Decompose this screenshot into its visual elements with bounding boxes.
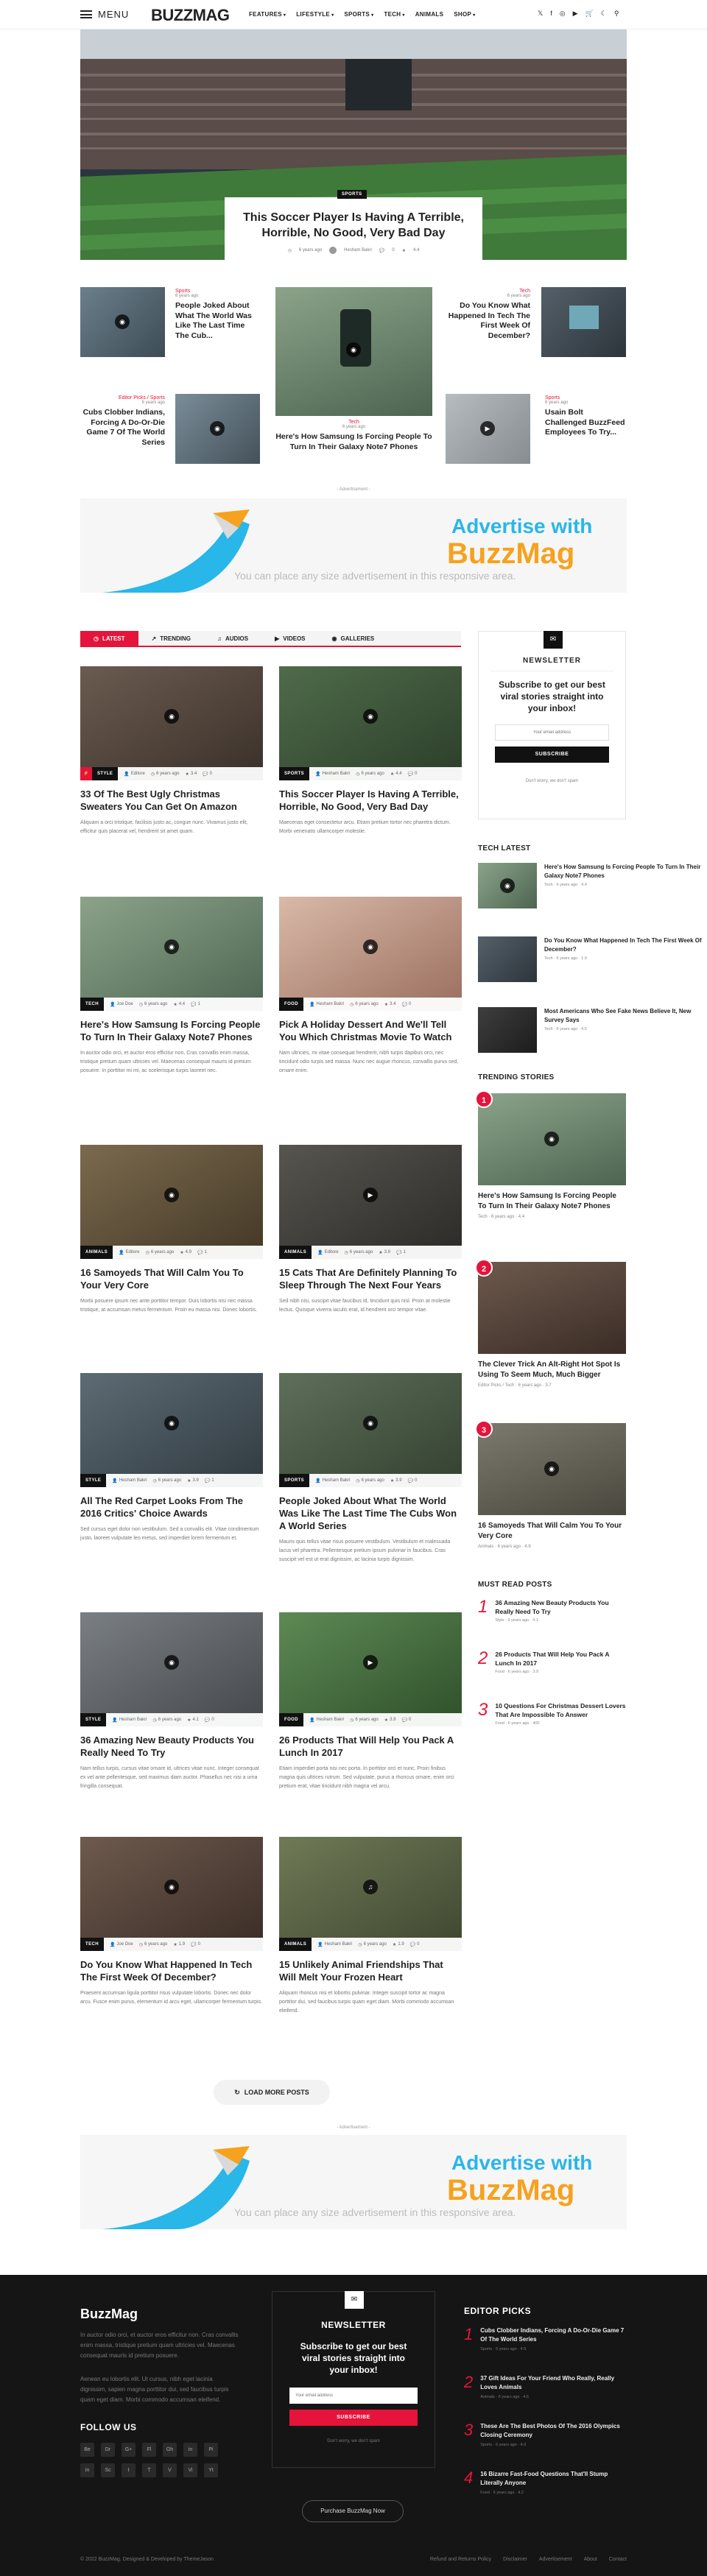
rank-badge: 1 [475, 1090, 493, 1108]
footer-link[interactable]: Refund and Returns Policy [429, 2557, 492, 2562]
footer-bottom-bar [80, 2557, 627, 2562]
post-category[interactable]: ANIMALS [80, 1246, 113, 1259]
post-excerpt: Nam ultricies, mi vitae consequat hendrerit, nibh turpis dapibus orci, nec tincidunt odio turpis sed massa. Nunc nec augue rhoncus, convallis purus sed, ornare enim. [279, 1051, 459, 1073]
post-excerpt: Praesent accumsan ligula porttitor risus vulputate lobortis. Donec nec dolor arcu. Fusce enim purus, elementum id arcu eget, ullamcorper fermentum turpis. [80, 1991, 263, 2005]
footer-link[interactable]: Advertisement [538, 2557, 572, 2562]
tab-audios[interactable]: ♫ AUDIOS [217, 635, 249, 642]
post-image[interactable] [279, 1145, 462, 1259]
nav-item-shop[interactable]: SHOP ▾ [454, 11, 476, 18]
github-icon[interactable]: Gh [163, 2443, 177, 2457]
play-icon: ▶ [363, 1655, 378, 1670]
post-category[interactable]: STYLE [80, 1713, 106, 1726]
post-category[interactable]: TECH [80, 1938, 104, 1951]
clock-icon: ◷ [356, 1478, 360, 1483]
cart-icon[interactable]: 🛒 [585, 10, 594, 17]
post-meta-bar: ANIMALS 👤 Hesham Bakri ◷ 6 years ago ★ 1.9 💬 0 [279, 1938, 462, 1951]
footer-about-2: Aenean eu lobortis elit. Ut cursus, nibh eget lacinia dignissim, sapien magna porttitor dui, sed faucibus turpis quam eget diam. Morbi commodo accumsan eleifend. [80, 2376, 229, 2403]
post-image[interactable] [80, 1145, 263, 1259]
comment-icon: 💬 [204, 1478, 211, 1483]
search-icon[interactable]: ⚲ [613, 10, 619, 17]
advertisement-banner[interactable] [80, 2135, 627, 2229]
footer-email-input[interactable] [289, 2388, 418, 2404]
tech-latest-item[interactable]: Most Americans Who See Fake News Believe It, New Survey Says Tech · 6 years ago · 4.0 [478, 1007, 707, 1053]
post-category[interactable]: ANIMALS [279, 1938, 312, 1951]
camera-icon: ◉ [500, 878, 515, 893]
user-icon: 👤 [309, 1002, 315, 1007]
play-icon: ▶ [363, 1188, 378, 1202]
newsletter-email-input[interactable] [495, 724, 609, 741]
ad-brand: BuzzMag [447, 2174, 575, 2206]
featured-card-4[interactable]: Sports 6 years ago Usain Bolt Challenged BuzzFeed Employees To Try... [545, 395, 625, 437]
hero-meta: ◷ 6 years ago Hesham Bakri 💬 0 ★ 4.4 [287, 248, 420, 253]
editor-pick-item[interactable]: 4 16 Bizarre Fast-Food Questions That'll Stump Literally Anyone Food · 6 years ago · 4.2 [464, 2469, 608, 2495]
featured-thumb-1[interactable] [80, 287, 165, 357]
menu-label: MENU [98, 9, 130, 20]
camera-icon: ◉ [164, 1416, 179, 1430]
rank-badge: 3 [475, 1420, 493, 1438]
footer-newsletter-text: Subscribe to get our best viral stories straight into your inbox! [300, 2341, 407, 2375]
nav-item-features[interactable]: FEATURES ▾ [249, 11, 286, 18]
hamburger-icon [80, 10, 92, 18]
chevron-down-icon: ▾ [473, 13, 476, 18]
refresh-icon: ↻ [234, 2088, 240, 2096]
post-meta-bar: ANIMALS 👤 Editore ◷ 6 years ago ★ 4.9 💬 1 [80, 1246, 263, 1259]
post-category[interactable]: STYLE [80, 1474, 106, 1487]
post-title[interactable]: 26 Products That Will Help You Pack A Lunch In 2017 [279, 1735, 454, 1758]
nav-item-animals[interactable]: ANIMALS [415, 11, 444, 18]
post-meta-bar: SPORTS 👤 Hesham Bakri ◷ 6 years ago ★ 3.9 💬 0 [279, 1474, 462, 1487]
post-image[interactable] [279, 666, 462, 780]
footer-link[interactable]: Disclaimer [503, 2557, 527, 2562]
main-nav [249, 11, 475, 18]
post-title[interactable]: Here's How Samsung Is Forcing People To Turn In Their Galaxy Note7 Phones [80, 1019, 261, 1042]
trending-icon: ↗ [151, 635, 157, 642]
comment-icon: 💬 [203, 772, 208, 777]
post-title[interactable]: 33 Of The Best Ugly Christmas Sweaters You Can Get On Amazon [80, 788, 237, 812]
featured-card-3[interactable]: Editor Picks / Sports 6 years ago Cubs Clobber Indians, Forcing A Do-Or-Die Game 7 Of The World Series [82, 395, 165, 447]
site-footer [0, 2275, 707, 2576]
pinterest-icon[interactable]: Pi [204, 2443, 218, 2457]
youtube-icon[interactable]: ▶ [572, 10, 578, 17]
ad-label: - Advertisement - [337, 487, 370, 492]
comment-icon: 💬 [395, 1250, 402, 1255]
editor-pick-item[interactable]: 1 Cubs Clobber Indians, Forcing A Do-Or-Die Game 7 Of The World Series Sports · 6 years ago · 4.5 [464, 2325, 625, 2351]
avatar [329, 247, 337, 254]
chevron-down-icon: ▾ [331, 13, 334, 18]
star-icon: ★ [392, 1942, 397, 1947]
user-icon: 👤 [109, 1942, 116, 1947]
camera-icon: ◉ [164, 939, 179, 954]
ad-headline: Advertise with [451, 515, 593, 537]
post-meta-bar: FOOD 👤 Hesham Bakri ◷ 6 years ago ★ 3.9 💬 0 [279, 1713, 462, 1726]
camera-icon: ◉ [115, 314, 130, 329]
user-icon: 👤 [119, 1250, 124, 1255]
google-plus-icon[interactable]: G+ [122, 2443, 136, 2457]
post-title[interactable]: People Joked About What The World Was Like The Last Time The Cubs Won A World Series [279, 1495, 457, 1531]
clock-icon: ◷ [356, 772, 360, 777]
clock-icon: ◷ [152, 1718, 157, 1723]
clock-icon: ◷ [145, 1250, 150, 1255]
post-image[interactable] [80, 1373, 263, 1487]
post-card[interactable] [279, 897, 462, 1076]
footer-social-grid [80, 2443, 218, 2477]
clock-icon: ◷ [150, 772, 155, 777]
star-icon: ★ [187, 1718, 191, 1723]
top-navigation-bar [0, 0, 707, 29]
post-image[interactable] [279, 1373, 462, 1487]
post-meta-bar: ANIMALS 👤 Editore ◷ 6 years ago ★ 3.9 💬 1 [279, 1246, 462, 1259]
star-icon: ★ [187, 1478, 191, 1483]
post-excerpt: Sed nibh nisi, suscipit vitae faucibus id, tincidunt quis nisl. Proin at molestie lectus. Quisque viverra iaculis erat, id hendrerit orci tempor vitae. [279, 1299, 451, 1313]
linkedin-icon[interactable]: in [80, 2463, 94, 2477]
user-icon: 👤 [315, 772, 321, 777]
post-excerpt: Aliquam rhoncus nisi et lobortis pulvinar. Integer suscipit tortor ac magna porttitor dui, sed faucibus turpis quam eget diam. Morbi commodo accumsan eleifend. [279, 1991, 454, 2014]
post-title[interactable]: Do You Know What Happened In Tech The First Week Of December? [80, 1959, 253, 1983]
star-icon: ★ [390, 1478, 395, 1483]
post-image[interactable] [279, 897, 462, 1011]
post-excerpt: Morbi posuere ipsum nec ante porttitor tempor. Duis lobortis nisi nec massa tristique, at accumsan metus fermentum. Proin eu massa nisi. Donec lobortis. [80, 1299, 258, 1313]
mail-icon: ✉ [544, 631, 563, 649]
footer-link[interactable]: Contact [608, 2557, 627, 2562]
camera-icon: ◉ [346, 342, 361, 357]
camera-icon: ◉ [363, 939, 378, 954]
post-meta-bar: TECH 👤 Joe Doe ◷ 6 years ago ★ 4.4 💬 1 [80, 998, 263, 1011]
user-icon: 👤 [317, 1942, 323, 1947]
trending-item[interactable]: 1 ◉ Here's How Samsung Is Forcing People To Turn In Their Galaxy Note7 Phones Tech · 6 years ago · 4.4 [478, 1093, 626, 1219]
footer-links [430, 2557, 627, 2562]
vine-icon[interactable]: Vi [183, 2463, 197, 2477]
hero-category[interactable]: SPORTS [337, 190, 367, 199]
post-image[interactable] [80, 1612, 263, 1726]
camera-icon: ◉ [210, 421, 225, 436]
post-meta-bar: STYLE 👤 Hesham Bakri ◷ 6 years ago ★ 4.1 💬 0 [80, 1713, 263, 1726]
post-card[interactable] [279, 1373, 462, 1564]
ad-brand: BuzzMag [447, 537, 575, 570]
editor-pick-item[interactable]: 2 37 Gift Ideas For Your Friend Who Really, Really Loves Animals Animals · 6 years ago · 4.6 [464, 2373, 615, 2399]
post-title[interactable]: This Soccer Player Is Having A Terrible, Horrible, No Good, Very Bad Day [279, 788, 459, 812]
featured-thumb-2[interactable] [541, 287, 626, 357]
comment-icon: 💬 [379, 248, 385, 253]
post-card[interactable] [279, 1837, 462, 2016]
clock-icon: ◷ [152, 1478, 157, 1483]
star-icon: ★ [390, 772, 395, 777]
newsletter-note: Don't worry, we don't spam [525, 779, 579, 783]
post-title[interactable]: 15 Cats That Are Definitely Planning To Sleep Through The Next Four Years [279, 1267, 457, 1291]
moon-icon[interactable]: ☾ [600, 10, 607, 17]
footer-subscribe-button[interactable]: SUBSCRIBE [289, 2410, 418, 2426]
post-excerpt: Sed cursus eget dolor non vestibulum. Sed a convallis elit. Vitae condimentum justo, laoreet vulputate leo metus, sed imperdiet lorem fermentum et. [80, 1527, 259, 1541]
star-icon: ★ [384, 1718, 389, 1723]
post-meta-bar: FOOD 👤 Hesham Bakri ◷ 6 years ago ★ 3.4 💬 0 [279, 998, 462, 1011]
star-icon: ★ [173, 1942, 177, 1947]
footer-newsletter-title: NEWSLETTER [321, 2320, 386, 2330]
post-meta-bar: TECH 👤 Joe Doe ◷ 6 years ago ★ 1.9 💬 0 [80, 1938, 263, 1951]
post-title[interactable]: All The Red Carpet Looks From The 2016 Critics' Choice Awards [80, 1495, 244, 1519]
hero-card[interactable] [225, 192, 482, 271]
post-card[interactable] [279, 1612, 462, 1791]
nav-item-tech[interactable]: TECH ▾ [384, 11, 405, 18]
must-read-item[interactable]: 3 10 Questions For Christmas Dessert Lovers That Are Impossible To Answer Food · 6 years ago · 400 [478, 1700, 626, 1726]
tech-latest-thumb[interactable] [478, 863, 537, 908]
post-category[interactable]: TECH [80, 998, 104, 1011]
comment-icon: 💬 [401, 1718, 407, 1723]
user-icon: 👤 [309, 1718, 315, 1723]
comment-icon: 💬 [204, 1718, 211, 1723]
header-social [538, 10, 619, 18]
featured-card-1[interactable]: Sports 6 years ago People Joked About What The World Was Like The Last Time The Cub... [175, 289, 252, 340]
tab-latest[interactable]: ◷ LATEST [80, 631, 138, 646]
user-icon: 👤 [109, 1002, 116, 1007]
camera-icon: ◉ [363, 1416, 378, 1430]
post-title[interactable]: 16 Samoyeds That Will Calm You To Your Very Core [80, 1267, 244, 1291]
user-icon: 👤 [112, 1718, 118, 1723]
post-image[interactable] [279, 1612, 462, 1726]
instagram-icon[interactable]: ◎ [559, 10, 566, 17]
post-card[interactable] [80, 666, 263, 836]
newsletter-text: Subscribe to get our best viral stories straight into your inbox! [499, 680, 605, 713]
newsletter-title: NEWSLETTER [523, 657, 581, 665]
nav-item-lifestyle[interactable]: LIFESTYLE ▾ [296, 11, 334, 18]
tab-videos[interactable]: ▶ VIDEOS [275, 635, 306, 642]
clock-icon: ◷ [344, 1250, 348, 1255]
twitter-icon[interactable]: 𝕏 [538, 10, 544, 17]
vimeo-icon[interactable]: V [163, 2463, 177, 2477]
post-excerpt: Mauris quis tellus vitae risus posuere vestibulum. Vestibulum et malesuada lacus vel pharetra. Pellentesque pretium ipsum pulvinar in faucibus. Cras suscipit vel est ut erat dignissim, ac lacinia turpis dignissim. [279, 1539, 451, 1562]
play-icon: ▶ [275, 635, 280, 642]
chevron-down-icon: ▾ [283, 13, 286, 18]
trending-thumb[interactable] [478, 1262, 626, 1354]
post-card[interactable] [279, 1145, 462, 1315]
post-card[interactable] [80, 1837, 263, 2007]
clock-icon: ◷ [287, 248, 292, 253]
subscribe-button[interactable]: SUBSCRIBE [495, 747, 609, 763]
flickr-icon[interactable]: Fl [142, 2443, 156, 2457]
star-icon: ★ [180, 1250, 184, 1255]
clock-icon: ◷ [350, 1002, 354, 1007]
menu-button[interactable] [80, 9, 129, 20]
editor-picks-heading: EDITOR PICKS [464, 2306, 532, 2316]
post-card[interactable] [80, 1373, 263, 1543]
post-category[interactable]: FOOD [279, 1713, 303, 1726]
trending-thumb[interactable] [478, 1423, 626, 1515]
post-card[interactable] [279, 666, 462, 836]
post-card[interactable] [80, 1612, 263, 1791]
tech-latest-thumb[interactable] [478, 936, 537, 982]
star-icon: ★ [384, 1002, 389, 1007]
post-tabs [80, 631, 461, 647]
post-title[interactable]: 15 Unlikely Animal Friendships That Will Melt Your Frozen Heart [279, 1959, 443, 1983]
comment-icon: 💬 [191, 1942, 197, 1947]
must-read-item[interactable]: 1 36 Amazing New Beauty Products You Really Need To Try Style · 6 years ago · 4.1 [478, 1597, 609, 1623]
instagram-icon[interactable]: in [183, 2443, 197, 2457]
post-image[interactable] [80, 1837, 263, 1951]
trending-heading: TRENDING STORIES [478, 1073, 555, 1081]
copyright: © 2022 BuzzMag. Designed & Developed by ThemeJason [80, 2557, 214, 2562]
footer-newsletter [272, 2291, 435, 2468]
tech-latest-heading: TECH LATEST [478, 844, 531, 853]
comment-icon: 💬 [401, 1002, 407, 1007]
star-icon: ★ [173, 1002, 177, 1007]
newsletter-widget [478, 631, 626, 819]
post-category[interactable]: ANIMALS [279, 1246, 312, 1259]
music-icon: ♫ [363, 1880, 378, 1894]
load-more-button[interactable]: ↻ LOAD MORE POSTS [214, 2080, 330, 2105]
footer-logo[interactable]: BuzzMag [80, 2307, 138, 2321]
chevron-down-icon: ▾ [371, 13, 374, 18]
camera-icon: ◉ [164, 1188, 179, 1202]
tech-latest-item[interactable]: ◉ Here's How Samsung Is Forcing People To Turn In Their Galaxy Note7 Phones Tech · 6 years ago · 4.4 [478, 863, 707, 908]
tab-trending[interactable]: ↗ TRENDING [151, 635, 191, 642]
camera-icon: ◉ [331, 635, 337, 642]
user-icon: 👤 [317, 1250, 323, 1255]
behance-icon[interactable]: Be [80, 2443, 94, 2457]
phone-shape [340, 309, 371, 367]
featured-card-center[interactable]: Tech 6 years ago Here's How Samsung Is Forcing People To Turn In Their Galaxy Note7 Phones [275, 420, 432, 451]
post-excerpt: Etiam imperdiet porta nisi nec porta. In porttitor orci et nunc. Proin finibus magna quis ultrices rutrum. Sed vulputate, purus a rhoncus ornare, enim orci pretium erat, vitae tincidunt nibh magna vel arcu. [279, 1766, 454, 1789]
tumblr-icon[interactable]: t [122, 2463, 136, 2477]
ad-label: - Advertisement - [337, 2125, 370, 2130]
user-icon: 👤 [315, 1478, 321, 1483]
camera-icon: ◉ [544, 1461, 559, 1476]
user-icon: 👤 [124, 772, 130, 777]
post-meta-bar: STYLE 👤 Hesham Bakri ◷ 6 years ago ★ 3.9 💬 1 [80, 1474, 263, 1487]
post-excerpt: Maecenas eget consectetur arcu. Etiam pretium tortor nec pharetra dictum. Morbi venenatis ullamcorper molestie. [279, 820, 451, 834]
post-title[interactable]: Pick A Holiday Dessert And We'll Tell You Which Christmas Movie To Watch [279, 1019, 452, 1042]
mail-icon: ✉ [345, 2291, 364, 2309]
clock-icon: ◷ [138, 1942, 144, 1947]
featured-thumb-3[interactable] [175, 394, 260, 464]
post-title[interactable]: 36 Amazing New Beauty Products You Really Need To Try [80, 1735, 254, 1758]
play-icon: ▶ [480, 421, 495, 436]
star-icon: ★ [379, 1250, 383, 1255]
featured-thumb-center[interactable] [275, 287, 432, 416]
clock-icon: ◷ [138, 1002, 144, 1007]
dribbble-icon[interactable]: Dr [101, 2443, 115, 2457]
footer-about: In auctor odio orci, et auctor eros efficitur non. Cras convallis enim massa, tristique pretium quam ultricies vel. Maecenas consequat mauris id pretium posuere. [80, 2332, 239, 2359]
camera-icon: ◉ [164, 1880, 179, 1894]
clock-icon: ◷ [358, 1942, 362, 1947]
post-excerpt: Aliquam a orci tristique, facilisis justo ac, congue nunc. Vivamus justo elit, efficitur quis placerat vel, hendrerit sit amet quam. [80, 820, 248, 834]
footer-newsletter-note: Don't worry, we don't spam [327, 2439, 380, 2443]
ad-headline: Advertise with [451, 2151, 593, 2174]
featured-card-2[interactable]: Tech 6 years ago Do You Know What Happened In Tech The First Week Of December? [448, 289, 530, 340]
featured-thumb-4[interactable] [446, 394, 530, 464]
post-card[interactable] [80, 1145, 263, 1315]
trending-thumb[interactable] [478, 1093, 626, 1185]
comment-icon: 💬 [407, 772, 414, 777]
purchase-button[interactable]: Purchase BuzzMag Now [302, 2500, 404, 2522]
footer-link[interactable]: About [583, 2557, 597, 2562]
follow-us-heading: FOLLOW US [80, 2422, 137, 2432]
chevron-down-icon: ▾ [402, 13, 405, 18]
comment-icon: 💬 [409, 1942, 416, 1947]
comment-icon: 💬 [191, 1002, 197, 1007]
tech-latest-thumb[interactable] [478, 1007, 537, 1053]
trending-item[interactable]: 2 The Clever Trick An Alt-Right Hot Spot Is Using To Seem Much, Much Bigger Editor Picks / Tech · 6 years ago · 3.7 [478, 1262, 626, 1388]
post-category[interactable]: SPORTS [279, 767, 309, 780]
tech-latest-item[interactable]: Do You Know What Happened In Tech The First Week Of December? Tech · 6 years ago · 1.9 [478, 936, 707, 982]
advertisement-banner[interactable] [80, 498, 627, 593]
post-meta-bar: SPORTS 👤 Hesham Bakri ◷ 6 years ago ★ 4.4 💬 0 [279, 767, 462, 780]
ad-subtext: You can place any size advertisement in this responsive area. [234, 2206, 516, 2218]
post-category[interactable]: SPORTS [279, 1474, 309, 1487]
ad-subtext: You can place any size advertisement in this responsive area. [234, 570, 516, 582]
camera-icon: ◉ [164, 1655, 179, 1670]
music-icon: ♫ [217, 635, 222, 642]
comment-icon: 💬 [197, 1250, 203, 1255]
site-logo[interactable]: BUZZMAG [151, 6, 230, 24]
post-excerpt: Nam tellus turpis, cursus vitae ornare id, ultrices vitae nunc. Integer consequat ex vel ante pellentesque, sed maximus diam auctor. Phasellus nec nisi a urna fringilla consequat. [80, 1766, 259, 1789]
editor-pick-item[interactable]: 3 These Are The Best Photos Of The 2016 Olympics Closing Ceremony Sports · 6 years ago · 4.0 [464, 2421, 620, 2447]
post-excerpt: In auctor odio orci, et auctor eros efficitur non. Cras convallis enim massa, tristique pretium quam ultricies vel. Maecenas consequat mauris id pretium posuere. In porttitor mi mi, ac scelerisque turpis laoreet nec. [80, 1051, 251, 1073]
nav-item-sports[interactable]: SPORTS ▾ [344, 11, 374, 18]
post-card[interactable] [80, 897, 263, 1076]
comment-icon: 💬 [407, 1478, 414, 1483]
post-meta-bar: ⚡ STYLE 👤 Editore ◷ 6 years ago ★ 3.4 💬 0 [80, 767, 263, 780]
camera-icon: ◉ [544, 1132, 559, 1146]
twitter-icon[interactable]: T [142, 2463, 156, 2477]
clock-icon: ◷ [350, 1718, 354, 1723]
camera-icon: ◉ [164, 709, 179, 724]
trending-item[interactable]: 3 ◉ 16 Samoyeds That Will Calm You To Your Very Core Animals · 6 years ago · 4.9 [478, 1423, 626, 1549]
star-icon: ★ [185, 772, 189, 777]
facebook-icon[interactable]: f [550, 10, 552, 17]
soundcloud-icon[interactable]: Sc [101, 2463, 115, 2477]
must-read-heading: MUST READ POSTS [478, 1581, 552, 1589]
post-image[interactable] [279, 1837, 462, 1951]
post-image[interactable] [80, 897, 263, 1011]
post-image[interactable] [80, 666, 263, 780]
hero-title[interactable]: This Soccer Player Is Having A Terrible, Horrible, No Good, Very Bad Day [243, 211, 464, 239]
post-category[interactable]: STYLE [92, 767, 118, 780]
clock-icon: ◷ [94, 635, 99, 642]
star-icon: ★ [401, 248, 407, 253]
tablet-shape [569, 306, 599, 329]
user-icon: 👤 [112, 1478, 118, 1483]
camera-icon: ◉ [363, 709, 378, 724]
youtube-icon[interactable]: Yt [204, 2463, 218, 2477]
rank-badge: 2 [475, 1259, 493, 1277]
hot-icon: ⚡ [80, 767, 92, 780]
must-read-item[interactable]: 2 26 Products That Will Help You Pack A Lunch In 2017 Food · 6 years ago · 3.9 [478, 1648, 610, 1674]
tab-galleries[interactable]: ◉ GALLERIES [331, 635, 375, 642]
post-category[interactable]: FOOD [279, 998, 303, 1011]
